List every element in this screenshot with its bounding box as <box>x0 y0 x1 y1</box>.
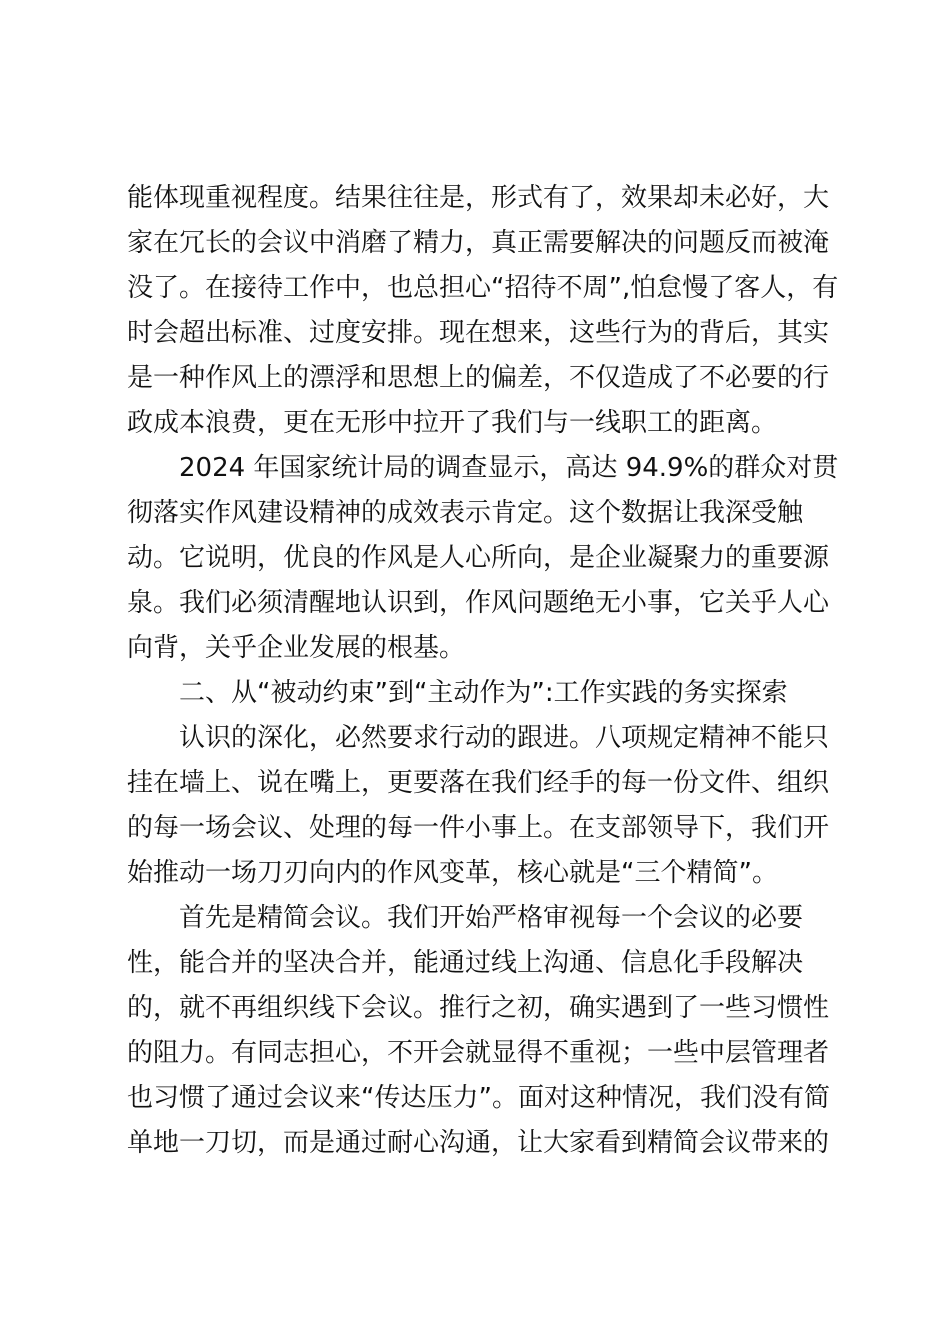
text-line: 的每一场会议、处理的每一件小事上。在支部领导下，我们开 <box>127 813 830 843</box>
text-line: 动。它说明，优良的作风是人心所向，是企业凝聚力的重要源 <box>127 543 830 573</box>
text-line: 也习惯了通过会议来“传达压力”。面对这种情况，我们没有简 <box>127 1083 830 1113</box>
text-line: 泉。我们必须清醒地认识到，作风问题绝无小事，它关乎人心 <box>127 588 830 618</box>
text-line: 向背，关乎企业发展的根基。 <box>127 633 466 663</box>
text-line: 能体现重视程度。结果往往是，形式有了，效果却未必好，大 <box>127 183 830 213</box>
text-line: 时会超出标准、过度安排。现在想来，这些行为的背后，其实 <box>127 318 830 348</box>
text-line: 性，能合并的坚决合并，能通过线上沟通、信息化手段解决 <box>127 948 804 978</box>
text-line: 彻落实作风建设精神的成效表示肯定。这个数据让我深受触 <box>127 498 804 528</box>
text-line: 是一种作风上的漂浮和思想上的偏差，不仅造成了不必要的行 <box>127 363 830 393</box>
body-text <box>127 176 837 1166</box>
text-line: 的阻力。有同志担心，不开会就显得不重视；一些中层管理者 <box>127 1038 830 1068</box>
text-line: 认识的深化，必然要求行动的跟进。八项规定精神不能只 <box>127 723 830 753</box>
text-line: 家在冗长的会议中消磨了精力，真正需要解决的问题反而被淹 <box>127 228 830 258</box>
text-line: 的，就不再组织线下会议。推行之初，确实遇到了一些习惯性 <box>127 993 830 1023</box>
section-heading: 二、从“被动约束”到“主动作为”:工作实践的务实探索 <box>127 678 788 708</box>
text-line: 首先是精简会议。我们开始严格审视每一个会议的必要 <box>127 903 804 933</box>
text-line: 2024 年国家统计局的调查显示，高达 94.9%的群众对贯 <box>127 453 839 483</box>
text-line: 政成本浪费，更在无形中拉开了我们与一线职工的距离。 <box>127 408 778 438</box>
text-line: 单地一刀切，而是通过耐心沟通，让大家看到精简会议带来的 <box>127 1128 830 1158</box>
text-line: 始推动一场刀刃向内的作风变革，核心就是“三个精简”。 <box>127 858 778 888</box>
text-line: 没了。在接待工作中，也总担心“招待不周”,怕怠慢了客人，有 <box>127 273 839 303</box>
text-line: 挂在墙上、说在嘴上，更要落在我们经手的每一份文件、组织 <box>127 768 830 798</box>
